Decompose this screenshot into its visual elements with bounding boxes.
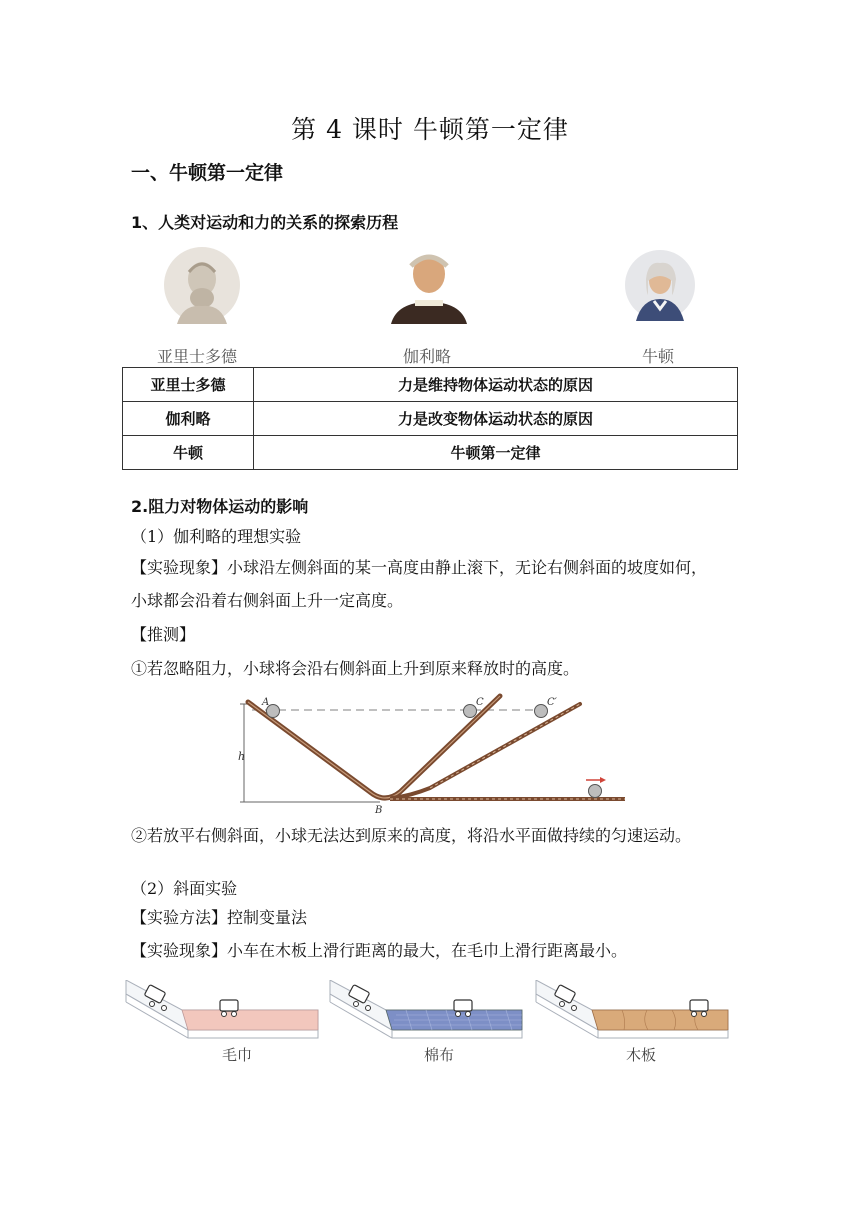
- part1-heading: （1）伽利略的理想实验: [131, 527, 302, 546]
- ball-c: [464, 705, 477, 718]
- table-cell-view: 力是改变物体运动状态的原因: [254, 402, 738, 436]
- galileo-incline-diagram: [230, 692, 630, 816]
- label-c-prime: C′: [547, 697, 557, 708]
- label-b: B: [375, 805, 383, 816]
- table-cell-person: 亚里士多德: [123, 368, 254, 402]
- part2-heading: （2）斜面实验: [131, 879, 238, 898]
- table-row: [123, 368, 738, 402]
- surface-label-towel: 毛巾: [222, 1046, 253, 1064]
- subsection-heading: 1、人类对运动和力的关系的探索历程: [131, 213, 399, 232]
- part1-phenomenon-line1: 【实验现象】小球沿左侧斜面的某一高度由静止滚下，无论右侧斜面的坡度如何，: [131, 558, 708, 577]
- ball-horizontal: [589, 785, 602, 798]
- table-row: [123, 402, 738, 436]
- history-table: [122, 367, 738, 470]
- surface-label-cotton: 棉布: [424, 1046, 455, 1064]
- section-heading: 一、牛顿第一定律: [131, 162, 284, 184]
- conjecture-heading: 【推测】: [131, 625, 196, 644]
- conjecture-1: ①若忽略阻力，小球将会沿右侧斜面上升到原来释放时的高度。: [131, 659, 580, 678]
- part2-method: 【实验方法】控制变量法: [131, 908, 308, 927]
- table-cell-view: 力是维持物体运动状态的原因: [254, 368, 738, 402]
- ball-c-prime: [535, 705, 548, 718]
- incline-panel-towel: [122, 980, 322, 1042]
- incline-panel-cotton: [326, 980, 526, 1042]
- towel-surface: [182, 1010, 318, 1030]
- portrait-aristotle: [163, 246, 241, 328]
- part1-phenomenon-line2: 小球都会沿着右侧斜面上升一定高度。: [131, 591, 404, 610]
- portrait-label-aristotle: 亚里士多德: [157, 347, 238, 366]
- table-row: [123, 436, 738, 470]
- label-h: h: [238, 750, 246, 763]
- table-cell-person: 牛顿: [123, 436, 254, 470]
- conjecture-2: ②若放平右侧斜面，小球无法达到原来的高度，将沿水平面做持续的匀速运动。: [131, 826, 692, 845]
- wood-surface: [592, 1010, 728, 1030]
- subsection-heading: 2.阻力对物体运动的影响: [131, 497, 309, 516]
- label-a: A: [262, 697, 270, 708]
- track-steep: [248, 696, 500, 798]
- label-c: C: [476, 697, 484, 708]
- table-cell-person: 伽利略: [123, 402, 254, 436]
- incline-panel-wood: [532, 980, 732, 1042]
- portrait-label-galileo: 伽利略: [403, 347, 452, 366]
- newton-portrait-icon: [624, 249, 696, 321]
- part2-phenomenon: 【实验现象】小车在木板上滑行距离的最大，在毛巾上滑行距离最小。: [131, 941, 628, 960]
- portrait-galileo: [387, 240, 471, 328]
- galileo-portrait-icon: [387, 240, 471, 324]
- surface-label-wood: 木板: [626, 1046, 657, 1064]
- portrait-newton: [624, 249, 696, 325]
- aristotle-portrait-icon: [163, 246, 241, 324]
- portrait-label-newton: 牛顿: [642, 347, 675, 366]
- table-cell-view: 牛顿第一定律: [254, 436, 738, 470]
- page-title: 第 4 课时 牛顿第一定律: [291, 115, 569, 144]
- track-gentle: [392, 704, 580, 798]
